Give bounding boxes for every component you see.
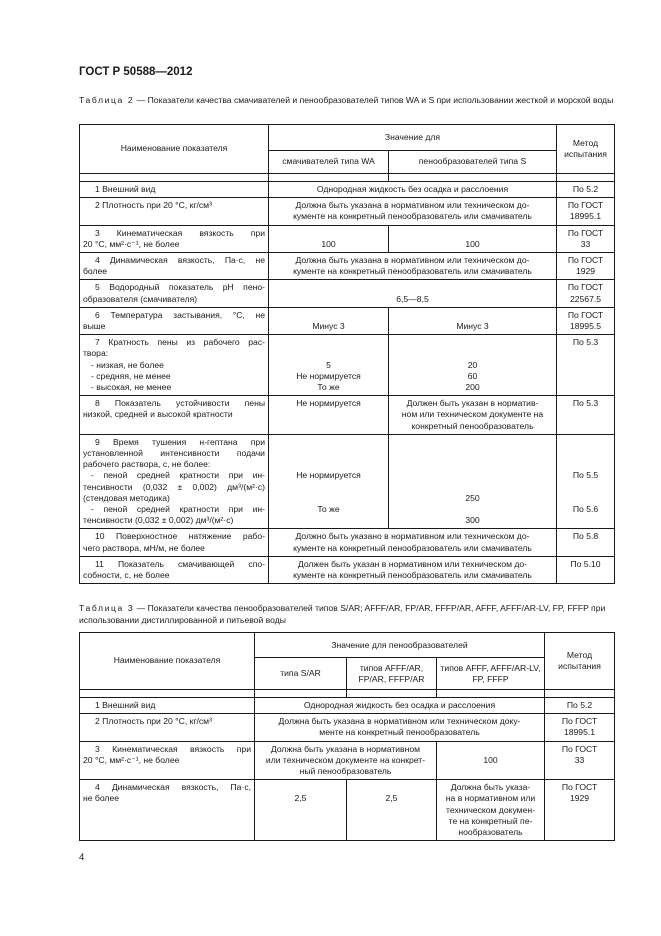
table3-header-name: Наименование показателя [80,633,255,690]
row-name-line: не более [83,793,119,804]
row-method-line: По ГОСТ [561,716,598,727]
row-value-line: Однородная жидкость без осадка и расслоения [303,700,496,710]
row-value-wa-line [272,437,385,448]
row-value-line: кументе на конкретный пенообразователь или смачиватель [293,542,532,553]
table-row [80,780,615,841]
row-value-wa [269,225,389,252]
row-value-wa-line [272,348,385,359]
row-name [80,225,269,252]
row-method-line: 33 [574,754,585,765]
row-method-line: 1929 [569,793,590,804]
row-name-line: чего раствора, мН/м, не более [83,542,205,553]
row-value-afff-line: 100 [483,754,498,765]
row-value-wa-line [272,448,385,459]
row-value-s-line: 100 [465,238,480,249]
table2-caption [79,94,614,106]
row-method-line [560,515,611,526]
row-value-wa [269,307,389,334]
row-value-s-line: Минус 3 [456,321,489,332]
row-name-line: 20 °С, мм²·с⁻¹, не более [83,238,180,249]
row-name [80,198,269,225]
row-value-sar [255,780,347,841]
row-value [255,698,545,714]
row-value-s-line [392,470,553,481]
row-value-wa-line: 5 [326,359,331,370]
table2-header-value: Значение для [269,125,557,151]
row-value-s-line: 250 [465,492,480,503]
row-value-wa-line [272,515,385,526]
row-value-s [389,225,557,252]
row-value-afff [437,741,545,780]
table-2 [79,124,615,584]
row-value-wa-line: Не нормируется [296,398,361,409]
row-method [557,182,615,198]
row-value-line: Должна быть указана в нормативном или техническом до- [295,255,530,266]
row-value-wa-line: 100 [321,238,336,249]
row-value-s-line [392,337,553,348]
row-method-line: По ГОСТ [561,743,598,754]
row-value-sar-line: 2,5 [294,793,307,804]
row-method [557,253,615,280]
row-value [255,714,545,741]
row-name [80,307,269,334]
row-value-s-line: конкретный пенообразователь [411,420,534,431]
row-value-s-line [392,228,553,239]
row-method [545,714,615,741]
row-value-sar-afffar [255,741,437,780]
row-value-s-line: Должен быть указан в норматив- [406,398,539,409]
row-name-line: 7 Кратность пены из рабочего рас- [95,337,265,348]
table3-header-afff: типов AFFF, AFFF/AR-LV, FP, FFFP [437,658,545,690]
row-name-line: 3 Кинематическая вязкость при [95,227,265,238]
row-name-line: установленной интенсивности подачи [83,448,265,459]
row-method-line [560,493,611,504]
table3-caption-text: — Показатели качества пенообразователей типов S/AR; AFFF/AR, FP/AR, FFFP/AR, AFFF, AFFF/AR-LV, FP, FFFP при использовании дистиллированной и питьевой воды [79,603,606,625]
row-value-line: Должен быть указан в нормативном или техническом до- [297,558,528,569]
row-value-s [389,396,557,435]
row-name-line: 10 Поверхностное натяжение рабо- [95,531,265,542]
table-row [80,280,615,307]
row-value-s-line: 300 [465,515,480,526]
table-row [80,198,615,225]
row-value-s-line: 20 [467,359,478,370]
row-method-line: По 5.10 [570,558,601,569]
row-value-s-line [392,459,553,470]
row-value-afffar-line [350,782,433,793]
row-name-line: тенсивности (0,032 ± 0,002) дм³/(м²·с) [83,515,234,526]
row-name-line: образователя (смачивателя) [83,293,198,304]
row-method-line: По 5.3 [572,337,599,348]
row-value-s-line [392,504,553,515]
table-row [80,396,615,435]
row-method-line: 18995.1 [569,211,602,222]
row-name [80,335,269,396]
table-row [80,434,615,529]
row-value-s-line: 60 [467,370,478,381]
row-name-line: 1 Внешний вид [95,184,156,194]
row-value-line [272,282,553,293]
row-name-line: - средняя, не менее [91,370,171,381]
row-method-line: 1929 [575,266,596,277]
table3-caption [79,602,614,626]
row-value-s [389,307,557,334]
row-method-line [560,482,611,493]
row-value-line: Должно быть указано в нормативном или техническом до- [295,531,530,542]
row-name [80,714,255,741]
row-value-line: кументе на конкретный пенообразователь или смачиватель [293,570,532,581]
row-value-wa-line: Не нормируется [296,370,361,381]
table3-header-value: Значение для пенообразователей [255,633,545,658]
row-method-line: По ГОСТ [567,227,604,238]
row-value-sar-afffar-line: Должна быть указана в нормативном [270,743,421,754]
row-name-line: низкой, средней и высокой кратности [83,409,233,420]
row-value-s-line [392,310,553,321]
row-method-line: По ГОСТ [567,255,604,266]
table3-header-sar: типа S/AR [255,658,347,690]
row-method [557,307,615,334]
row-value-wa-line: То же [317,504,340,515]
row-method [557,529,615,556]
row-name-line: 20 °С, мм²·с⁻¹, не более [83,754,180,765]
row-name [80,780,255,841]
row-value-wa-line: Не нормируется [296,470,361,481]
row-value-sar-afffar-line: ный пенообразователь [299,766,392,777]
row-value [269,556,557,583]
table-row [80,225,615,252]
row-value-line: кументе на конкретный пенообразователь или смачиватель [293,266,532,277]
row-name-line: - пеной средней кратности при ин- [91,504,265,515]
row-name-line: (стендовая методика) [83,492,170,503]
row-method-line: 18995.5 [569,321,602,332]
row-value [269,198,557,225]
row-name [80,396,269,435]
row-name-line: 4 Динамическая вязкость, Па·с, [95,782,251,793]
row-name-line: 3 Кинематическая вязкость при [95,743,251,754]
row-value [269,529,557,556]
row-name-line: твора: [83,348,109,359]
row-method-line: По 5.2 [572,184,599,194]
row-method-line: По ГОСТ [561,782,598,793]
row-name-line: 2 Плотность при 20 °С, кг/см³ [95,200,212,211]
row-method [557,556,615,583]
row-value-wa [269,396,389,435]
row-method-line: По 5.5 [572,470,599,481]
table-row [80,698,615,714]
row-value-s-line: ном или техническом документе на [401,409,544,420]
row-method [545,780,615,841]
row-method [545,698,615,714]
table-3 [79,632,615,841]
table-row [80,335,615,396]
table-row [80,714,615,741]
row-value-afffar [347,780,437,841]
row-name [80,253,269,280]
row-method-line: По ГОСТ [567,200,604,211]
row-name-line: 11 Показатель смачивающей спо- [95,558,265,569]
table3-header-method: Метод испытания [545,633,615,690]
row-value-wa-line [272,482,385,493]
table2-header-s: пенообразователей типа S [389,150,557,173]
row-method-line: 22567.5 [569,293,602,304]
row-value-afff-line: те на конкретный пе- [448,815,533,826]
table2-header-wa: смачивателей типа WA [269,150,389,173]
document-id: ГОСТ Р 50588—2012 [79,66,193,78]
row-value-line: менте на конкретный пенообразователь [319,727,480,738]
row-name-line: тенсивности (0,032 ± 0,002) дм³/(м²·с) [83,481,265,492]
table-row [80,741,615,780]
row-method-line: По ГОСТ [567,282,604,293]
row-value-wa-line [272,310,385,321]
row-method-line: По ГОСТ [567,309,604,320]
row-value-line: Однородная жидкость без осадка и расслоения [316,184,509,194]
row-value-afff [437,780,545,841]
row-value-afff-line: Должна быть указа- [450,782,531,793]
row-method [557,280,615,307]
row-name-line: - пеной средней кратности при ин- [91,470,265,481]
row-value-afffar-line: 2,5 [385,793,398,804]
row-name-line: - низкая, не более [91,359,164,370]
row-name-line: 8 Показатель устойчивости пены [95,398,265,409]
row-value-sar-line [258,782,343,793]
table2-header-name: Наименование показателя [80,125,269,174]
row-value-s-line [392,482,553,493]
row-name-line: рабочего раствора, с, не более: [83,459,211,470]
row-value-s-line: 200 [465,382,480,393]
row-value [269,253,557,280]
row-method-line: По 5.3 [572,398,599,409]
row-method-line: 33 [580,238,591,249]
row-name-line: собности, с, не более [83,570,170,581]
row-method-line [560,437,611,448]
row-value-afff-line: на в нормативном или [445,793,536,804]
page-number: 4 [79,852,85,863]
table-row [80,556,615,583]
row-name-line: выше [83,321,106,332]
row-name-line: 9 Время тушения н-гептана при [95,436,265,447]
row-value-wa-line [272,493,385,504]
table-row [80,529,615,556]
row-method [557,198,615,225]
row-value-sar-afffar-line: или техническом документе на конкрет- [265,754,426,765]
row-value-wa-line [272,337,385,348]
row-value-afff-line: нообразователь [458,827,523,838]
row-value-line: кументе на конкретный пенообразователь или смачиватель [293,211,532,222]
row-method-line: 18995.1 [563,727,596,738]
row-name [80,434,269,529]
row-name [80,182,269,198]
row-name-line: - высокая, не менее [91,382,172,393]
row-method-line [560,448,611,459]
row-name [80,698,255,714]
table-row [80,307,615,334]
row-name-line: 5 Водородный показатель pH пено- [95,282,265,293]
row-method-line [560,459,611,470]
row-method [557,225,615,252]
row-value-wa [269,335,389,396]
row-value [269,182,557,198]
row-name-line: 6 Температура застывания, °С, не [95,309,265,320]
row-value-wa-line: То же [317,382,340,393]
row-value-afff-line: техническом докумен- [446,804,535,815]
row-name-line: 1 Внешний вид [95,700,156,710]
row-value-afff-line [440,744,541,755]
table3-caption-lead: Таблица 3 [79,603,135,613]
row-method-line: По 5.6 [572,504,599,515]
row-value-line: Должна быть указана в нормативном или техническом доку- [278,716,521,727]
row-value-wa-line [272,228,385,239]
row-method-line: По 5.2 [566,700,593,710]
row-value-s-line [392,348,553,359]
row-name [80,556,269,583]
row-method-line: По 5.8 [572,531,599,542]
row-method [557,396,615,435]
row-value-wa-line [272,459,385,470]
table3-header-afffar: типов AFFF/AR, FP/AR, FFFP/AR [347,658,437,690]
row-value-line: Должна быть указана в нормативном или техническом до- [295,200,530,211]
row-method [545,741,615,780]
row-value-s-line [392,437,553,448]
row-value-wa-line: Минус 3 [312,321,345,332]
row-value-wa [269,434,389,529]
row-method [557,434,615,529]
row-name [80,741,255,780]
row-name [80,529,269,556]
table2-caption-text: — Показатели качества смачивателей и пенообразователей типов WA и S при использовании жесткой и морской воды [134,95,614,105]
row-value-s-line [392,448,553,459]
row-value-s [389,335,557,396]
row-name-line: более [83,266,108,277]
table2-header-method: Метод испытания [557,125,615,174]
row-value-s [389,434,557,529]
row-value-line: 6,5—8,5 [396,293,429,304]
row-name [80,280,269,307]
row-name-line: 2 Плотность при 20 °С, кг/см³ [95,716,212,727]
row-method [557,335,615,396]
row-name-line: 4 Динамическая вязкость, Па·с, не [95,255,265,266]
table-row [80,253,615,280]
table2-caption-lead: Таблица 2 [79,95,135,105]
table-row [80,182,615,198]
row-value [269,280,557,307]
